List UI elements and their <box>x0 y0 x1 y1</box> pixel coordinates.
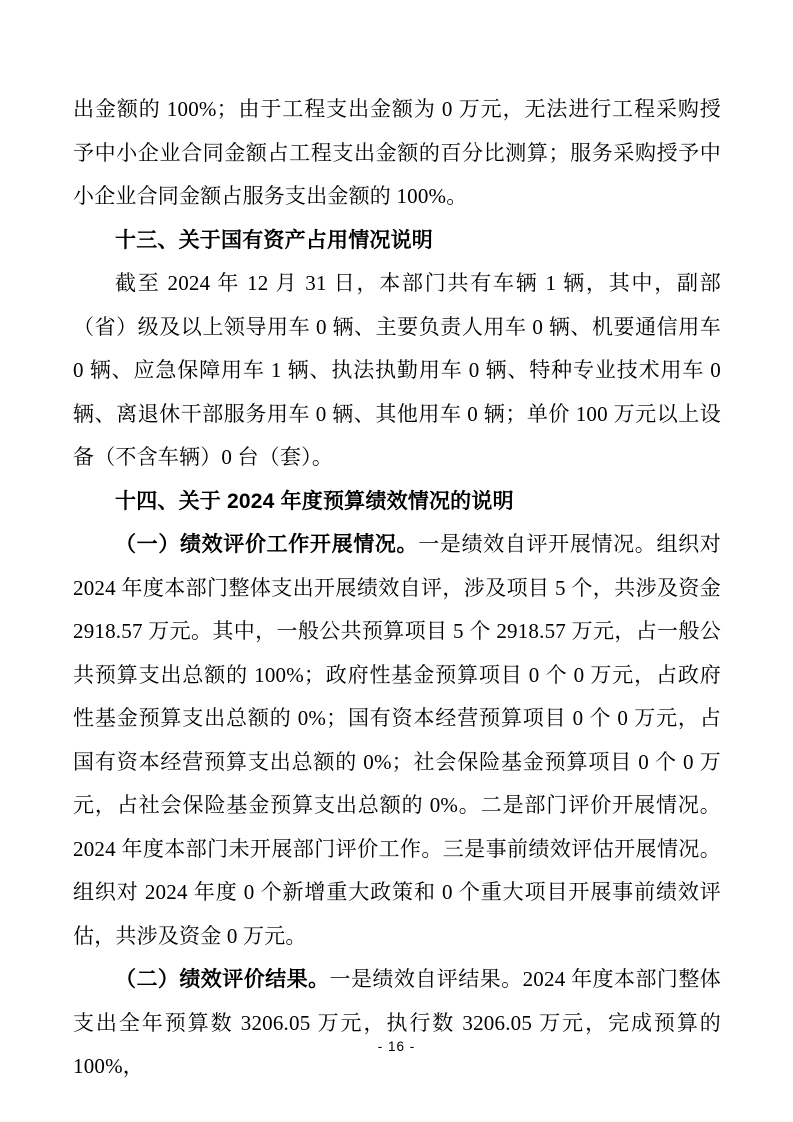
bold-text-run: 十三、关于国有资产占用情况说明 <box>115 228 433 252</box>
bold-text-run: 十四、关于 2024 年度预算绩效情况的说明 <box>115 489 514 513</box>
section-14-item-2-paragraph <box>73 958 721 1089</box>
text-run: 截至 2024 年 12 月 31 日，本部门共有车辆 1 辆，其中，副部（省）级及以上领导用车 0 辆、主要负责人用车 0 辆、机要通信用车 0 辆、应急保障用车 1 辆、执法执勤用车 0 辆、特种专业技术用车 0 辆、离退休干部服务用车 0 辆、其他用车 0 辆；单价 100 万元以上设备（不含车辆）0 台（套）。 <box>73 271 721 469</box>
section-14-item-1-paragraph <box>73 523 721 958</box>
section-13-paragraph <box>73 262 721 480</box>
section-13-heading <box>73 219 721 263</box>
bold-text-run: （一）绩效评价工作开展情况。 <box>115 533 419 556</box>
continuation-paragraph <box>73 88 721 219</box>
text-run: 一是绩效自评结果。2024 年度本部门整体支出全年预算数 3206.05 万元，执行数 3206.05 万元，完成预算的 100%， <box>73 967 722 1078</box>
text-run: 出金额的 100%；由于工程支出金额为 0 万元，无法进行工程采购授予中小企业合同金额占工程支出金额的百分比测算；服务采购授予中小企业合同金额占服务支出金额的 100%。 <box>73 97 721 208</box>
bold-text-run: （二）绩效评价结果。 <box>115 968 330 991</box>
text-run: 一是绩效自评开展情况。组织对 2024 年度本部门整体支出开展绩效自评，涉及项目 5 个，共涉及资金 2918.57 万元。其中，一般公共预算项目 5 个 2918.57 万元，占一般公共预算支出总额的 100%；政府性基金预算项目 0 个 0 万元，占政府性基金预算支出总额的 0%；国有资本经营预算项目 0 个 0 万元，占国有资本经营预算支出总额的 0%；社会保险基金预算项目 0 个 0 万元，占社会保险基金预算支出总额的 0%。二是部门评价开展情况。2024 年度本部门未开展部门评价工作。三是事前绩效评估开展情况。组织对 2024 年度 0 个新增重大政策和 0 个重大项目开展事前绩效评估，共涉及资金 0 万元。 <box>73 532 721 948</box>
page-number: - 16 - <box>377 1039 416 1054</box>
section-14-heading <box>73 480 721 524</box>
document-body <box>73 88 721 1089</box>
